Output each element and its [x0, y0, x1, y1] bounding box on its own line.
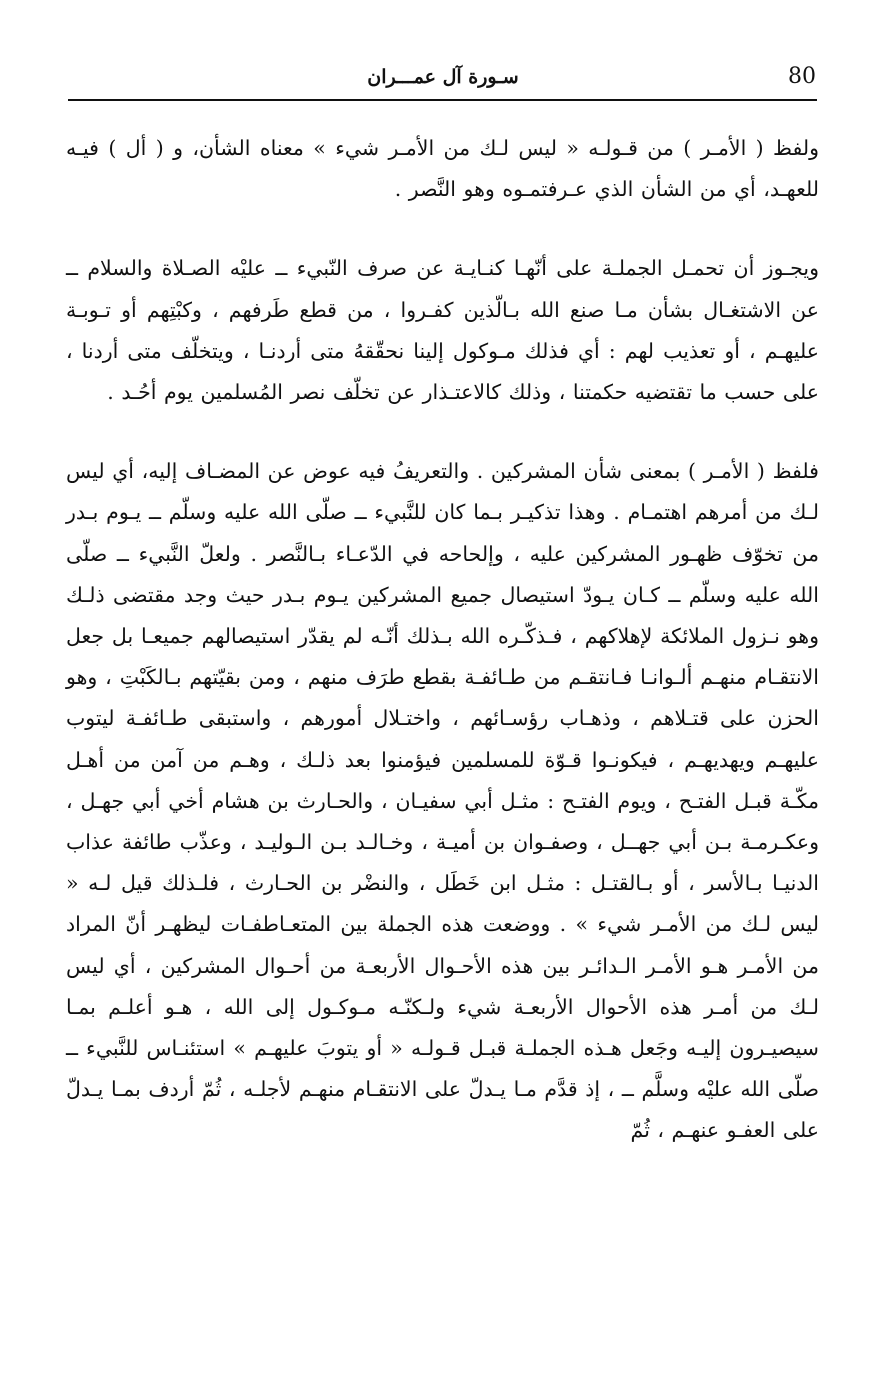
page-header	[68, 62, 819, 98]
paragraph-2: ويجـوز أن تحمـل الجملـة على أنّهـا كنـايـة عن صرف النّبيء ــ عليْه الصـلاة والسلام ــ عن الاشتغـال بشأن مـا صنع الله بـالّذين كفـروا ، من قطع طَرفهم ، وكبْتِهم أو تـوبـة عليهـم ، أو تعذيب لهم : أي فذلك مـوكول إلينا نحقّقهُ متى أردنـا ، ويتخلّف متى أردنا ، على حسب ما تقتضيه حكمتنا ، وذلك كالاعتـذار عن تخلّف نصر المُسلمين يوم أحُـد .	[66, 256, 819, 405]
paragraph-3: فلفظ ( الأمـر ) بمعنى شأن المشركين . والتعريفُ فيه عوض عن المضـاف إليه، أي ليس لـك من أمرهم اهتمـام . وهذا تذكيـر بـما كان للنَّبيء ــ صلّى الله عليه وسلّم ــ يـوم بـدر من تخوّف ظهـور المشركين عليه ، وإلحاحه في الدّعـاء بـالنَّصر . ولعلّ النَّبيء ــ صلّى الله عليه وسلّم ــ كـان يـودّ استيصال جميع المشركين يـوم بـدر حيث وجد مقتضى ذلـك وهو نـزول الملائكة لإهلاكهم ، فـذكّـره الله بـذلك أنّـه لم يقدّر استيصالهم جميعـا بل جعل الانتقـام منهـم ألـوانـا فـانتقـم من طـائفـة بقطع طرَف منهم ، ومن بقيّتهم بـالكَبْتِ ، وهو الحزن على قتـلاهم ، وذهـاب رؤسـائهم ، واختـلال أمورهم ، واستبقى طـائفـة ليتوب عليهـم ويهديهـم ، فيكونـوا قـوّة للمسلمين فيؤمنوا بعد ذلـك ، وهـم من آمن من أهـل مكّـة قبـل الفتـح ، ويوم الفتـح : مثـل أبي سفيـان ، والحـارث بن هشام أخي أبي جهـل ، وعكـرمـة بـن أبي جهــل ، وصفـوان بن أميـة ، وخـالـد بـن الـوليـد ، وعذّب طائفة عذاب الدنيـا بـالأسر ، أو بـالقتـل : مثـل ابن خَطَل ، والنضْر بن الحـارث ، فلـذلك قيل لـه « ليس لـك من الأمـر شيء » . ووضعت هذه الجملة بين المتعـاطفـات ليظهـر أنّ المراد من الأمـر هـو الأمـر الـدائـر بين هذه الأحـوال الأربعـة من أحـوال المشركين ، أي ليس لـك من أمـر هذه الأحوال الأربعـة شيء ولـكنّـه مـوكـول إلى الله ، هـو أعلـم بمـا سيصيـرون إليـه وجَعل هـذه الجملـة قبـل قـولـه « أو يتوبَ عليهـم » استئنـاس للنَّبيء ــ صلّى الله عليْه وسلَّم ــ ، إذ قدَّم مـا يـدلّ على الانتقـام منهـم لأجلـه ، ثُمّ أردف بمـا يـدلّ على العفـو عنهـم ، ثُمّ	[66, 459, 819, 1143]
page-body	[66, 128, 819, 1152]
running-title: سـورة آل عمـــران	[367, 66, 519, 88]
paragraph-1: ولفظ ( الأمـر ) من قـولـه « ليس لـك من الأمـر شيء » معناه الشأن، و ( أل ) فيـه للعهـد، أي من الشأن الذي عـرفتمـوه وهو النَّصر .	[66, 136, 819, 202]
header-rule	[68, 99, 817, 101]
page-number: 80	[788, 64, 816, 89]
